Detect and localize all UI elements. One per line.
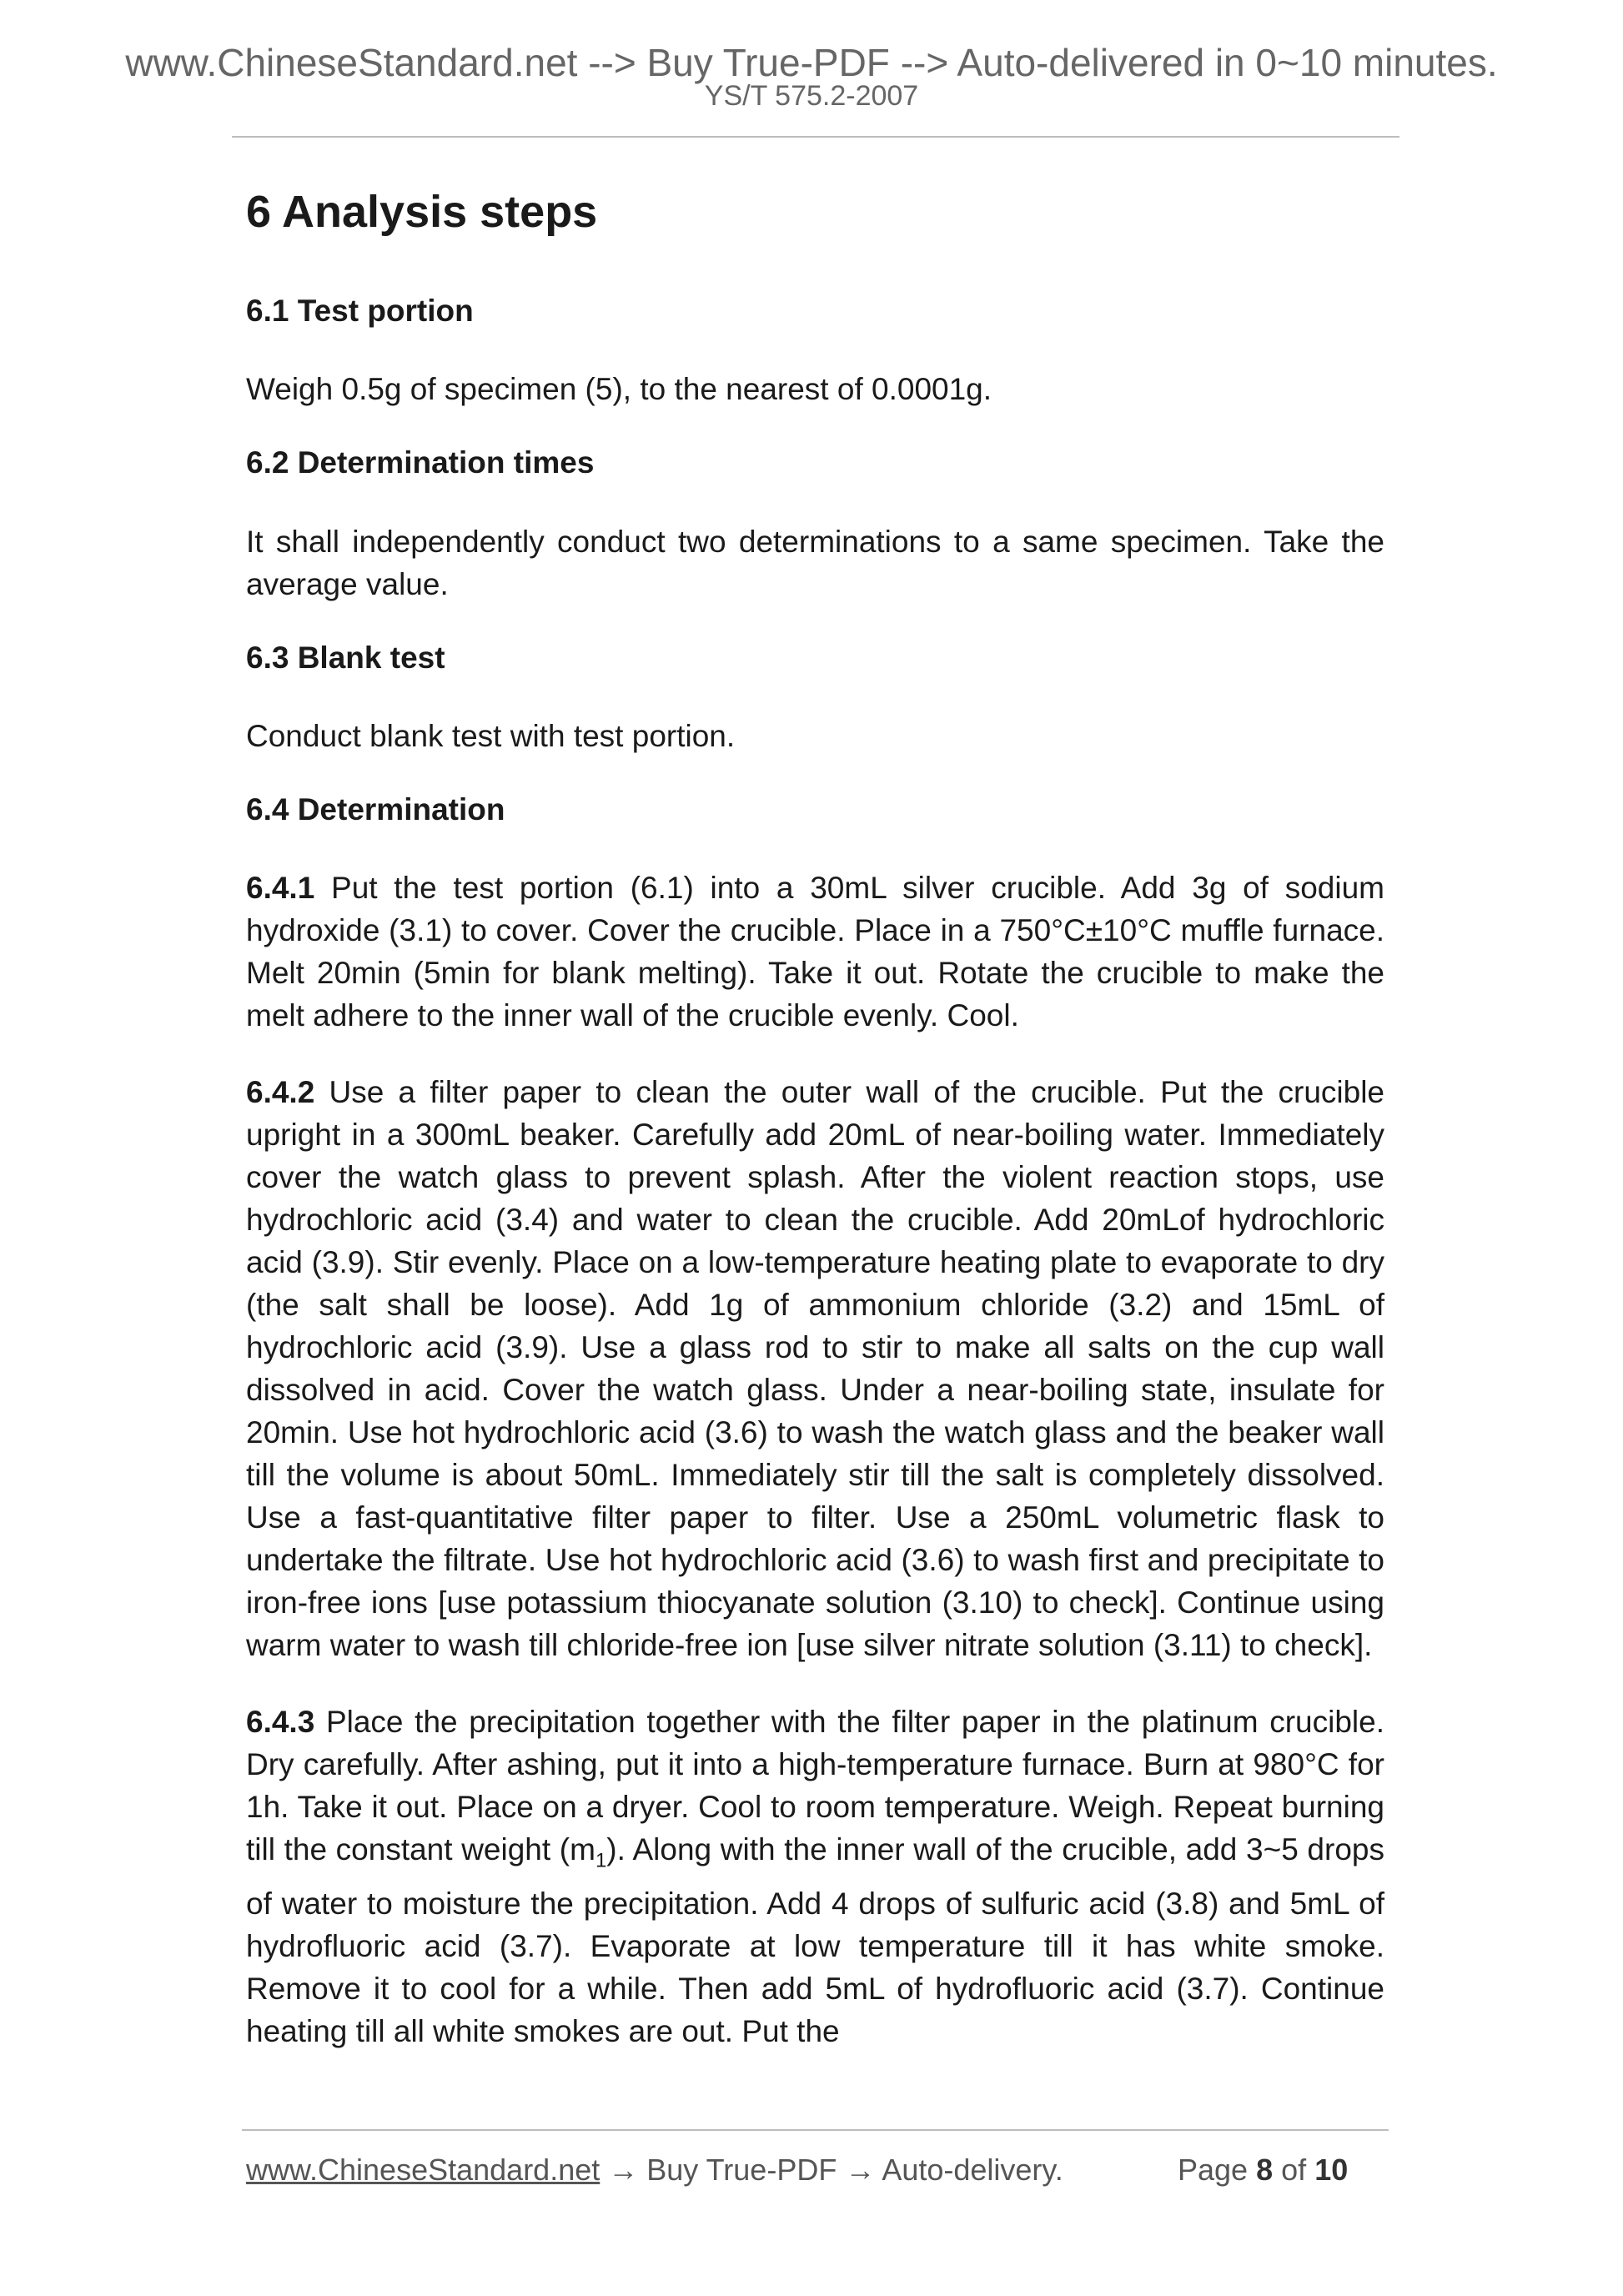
page-current: 8 [1256, 2153, 1274, 2187]
paragraph-6-3: Conduct blank test with test portion. [246, 718, 736, 753]
paragraph-6-1: Weigh 0.5g of specimen (5), to the nearest of 0.0001g. [246, 372, 992, 407]
clause-text-6-4-3a: Place the precipitation together with the filter paper in the platinum crucible. Dry carefully. After ashing, put it into a high-temperature furnace. Burn at 980°C for 1h. Take it out. Place on a dryer. Cool to room temperature. Weigh. Repeat burning till the constant weight (m [246, 1705, 1385, 1867]
footer-divider [242, 2129, 1389, 2131]
standard-code: YS/T 575.2-2007 [704, 80, 919, 112]
footer-left [246, 2155, 1063, 2185]
top-banner[interactable]: www.ChineseStandard.net --> Buy True-PDF --> Auto-delivered in 0~10 minutes. [125, 41, 1498, 84]
clause-text-6-4-3b: ). Along with the inner wall of the crucible, add 3~5 drops of water to moisture the precipitation. Add 4 drops of sulfuric acid (3.8) and 5mL of hydrofluoric acid (3.7). Evaporate at low temperature till it has white smoke. Remove it to cool for a while. Then add 5mL of hydrofluoric acid (3.7). Continue heating till all white smokes are out. Put the [246, 1832, 1384, 2048]
header-divider [232, 136, 1399, 138]
heading-6-1: 6.1 Test portion [246, 293, 474, 328]
footer-tagline: → Buy True-PDF → Auto-delivery. [600, 2153, 1063, 2187]
clause-number-6-4-1: 6.4.1 [246, 871, 315, 906]
page-of: of [1281, 2153, 1307, 2187]
footer-website-link[interactable]: www.ChineseStandard.net [246, 2153, 600, 2187]
clause-number-6-4-2: 6.4.2 [246, 1075, 315, 1110]
subscript-1: 1 [595, 1849, 607, 1872]
clause-text-6-4-2: Use a filter paper to clean the outer wall of the crucible. Put the crucible upright in a 300mL beaker. Carefully add 20mL of near-boiling water. Immediately cover the watch glass to prevent splash. After the violent reaction stops, use hydrochloric acid (3.4) and water to clean the crucible. Add 20mLof hydrochloric acid (3.9). Stir evenly. Place on a low-temperature heating plate to evaporate to dry (the salt shall be loose). Add 1g of ammonium chloride (3.2) and 15mL of hydrochloric acid (3.9). Use a glass rod to stir to make all salts on the cup wall dissolved in acid. Cover the watch glass. Under a near-boiling state, insulate for 20min. Use hot hydrochloric acid (3.6) to wash the watch glass and the beaker wall till the volume is about 50mL. Immediately stir till the salt is completely dissolved. Use a fast-quantitative filter paper to filter. Use a 250mL volumetric flask to undertake the filtrate. Use hot hydrochloric acid (3.6) to wash first and precipitate to iron-free ions [use potassium thiocyanate solution (3.10) to check]. Continue using warm water to wash till chloride-free ion [use silver nitrate solution (3.11) to check]. [246, 1075, 1384, 1663]
heading-6-3: 6.3 Blank test [246, 640, 445, 675]
paragraph-6-4-2 [246, 1071, 1384, 1666]
paragraph-6-4-3 [246, 1701, 1384, 2052]
document-body [246, 185, 1384, 2087]
page-indicator [1178, 2155, 1348, 2185]
page-label: Page [1178, 2153, 1249, 2187]
section-title: 6 Analysis steps [246, 187, 598, 237]
paragraph-6-4-1 [246, 867, 1384, 1037]
page-total: 10 [1314, 2153, 1349, 2187]
clause-text-6-4-1: Put the test portion (6.1) into a 30mL silver crucible. Add 3g of sodium hydroxide (3.1) to cover. Cover the crucible. Place in a 750°C±10°C muffle furnace. Melt 20min (5min for blank melting). Take it out. Rotate the crucible to make the melt adhere to the inner wall of the crucible evenly. Cool. [246, 871, 1384, 1033]
heading-6-4: 6.4 Determination [246, 791, 505, 826]
clause-number-6-4-3: 6.4.3 [246, 1705, 315, 1740]
heading-6-2: 6.2 Determination times [246, 445, 595, 480]
paragraph-6-2: It shall independently conduct two determinations to a same specimen. Take the average value. [246, 524, 1384, 601]
